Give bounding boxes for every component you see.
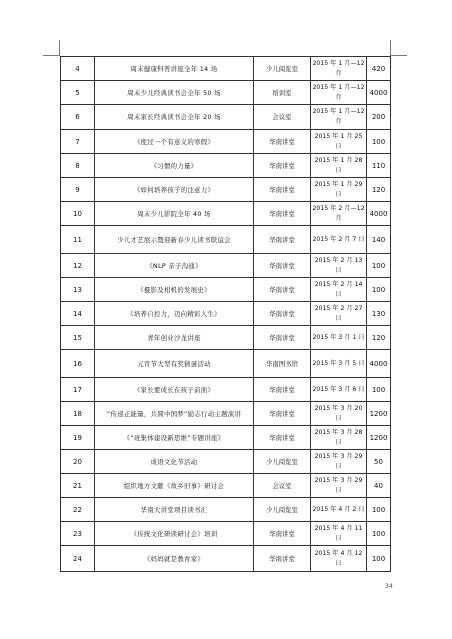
event-venue: 会议室 — [254, 474, 311, 498]
row-number: 23 — [61, 522, 95, 546]
activity-table-body — [61, 57, 391, 572]
event-date: 2015 年 1 月 29 日 — [311, 178, 367, 202]
event-venue: 少儿阅览室 — [254, 57, 311, 81]
event-name: “传递正能量，共圆中国梦”励志行动主题演讲 — [95, 402, 254, 426]
table-row — [61, 178, 391, 202]
activity-table — [60, 56, 391, 572]
table-row — [61, 202, 391, 226]
event-date: 2015 年 3 月 28 日 — [311, 426, 367, 450]
table-row — [61, 378, 391, 402]
event-venue: 华南讲堂 — [254, 546, 311, 572]
event-date: 2015 年 3 月 6 日 — [311, 378, 367, 402]
event-date: 2015 年 2 月—12 月 — [311, 202, 367, 226]
event-name: 《NLP 亲子沟通》 — [95, 254, 254, 278]
attendance-count: 50 — [367, 450, 391, 474]
row-number: 10 — [61, 202, 95, 226]
attendance-count: 1200 — [367, 402, 391, 426]
event-name: 《传统文化研读研讨会》培训 — [95, 522, 254, 546]
event-name: 《妈妈就是教育家》 — [95, 546, 254, 572]
table-row — [61, 57, 391, 81]
attendance-count: 100 — [367, 254, 391, 278]
crop-mark-right-horizontal — [391, 55, 407, 56]
event-name: 《度过一个有意义的寒假》 — [95, 130, 254, 154]
attendance-count: 120 — [367, 326, 391, 350]
attendance-count: 140 — [367, 226, 391, 254]
event-venue: 少儿阅览室 — [254, 450, 311, 474]
event-venue: 华南讲堂 — [254, 522, 311, 546]
attendance-count: 100 — [367, 498, 391, 522]
event-date: 2015 年 4 月 12 日 — [311, 546, 367, 572]
row-number: 12 — [61, 254, 95, 278]
event-date: 2015 年 2 月 14 日 — [311, 278, 367, 302]
attendance-count: 4000 — [367, 202, 391, 226]
event-name: 周末少儿经典读书会全年 50 场 — [95, 81, 254, 105]
event-date: 2015 年 3 月 20 日 — [311, 402, 367, 426]
table-row — [61, 546, 391, 572]
row-number: 4 — [61, 57, 95, 81]
event-venue: 华南讲堂 — [254, 278, 311, 302]
attendance-count: 120 — [367, 178, 391, 202]
event-venue: 华南讲堂 — [254, 426, 311, 450]
row-number: 9 — [61, 178, 95, 202]
event-name: 元宵节大型有奖猜谜活动 — [95, 350, 254, 378]
row-number: 14 — [61, 302, 95, 326]
attendance-count: 420 — [367, 57, 391, 81]
event-name: 周末少儿影院全年 40 场 — [95, 202, 254, 226]
event-venue: 华南讲堂 — [254, 254, 311, 278]
event-venue: 华南讲堂 — [254, 130, 311, 154]
crop-mark-right-vertical — [390, 40, 391, 56]
row-number: 16 — [61, 350, 95, 378]
crop-mark-left-horizontal — [43, 55, 59, 56]
event-name: 青年创业沙龙讲座 — [95, 326, 254, 350]
event-name: 周末健康科普讲座全年 14 场 — [95, 57, 254, 81]
table-row — [61, 130, 391, 154]
row-number: 24 — [61, 546, 95, 572]
event-date: 2015 年 4 月 2 日 — [311, 498, 367, 522]
row-number: 21 — [61, 474, 95, 498]
event-venue: 培训室 — [254, 81, 311, 105]
page-number: 34 — [384, 582, 393, 590]
row-number: 11 — [61, 226, 95, 254]
attendance-count: 100 — [367, 522, 391, 546]
row-number: 15 — [61, 326, 95, 350]
table-row — [61, 522, 391, 546]
event-date: 2015 年 3 月 5 日 — [311, 350, 367, 378]
row-number: 18 — [61, 402, 95, 426]
event-venue: 华南讲堂 — [254, 402, 311, 426]
row-number: 13 — [61, 278, 95, 302]
table-row — [61, 254, 391, 278]
event-date: 2015 年 1 月—12 月 — [311, 57, 367, 81]
attendance-count: 1200 — [367, 426, 391, 450]
event-date: 2015 年 1 月—12 月 — [311, 105, 367, 130]
row-number: 5 — [61, 81, 95, 105]
table-row — [61, 402, 391, 426]
attendance-count: 100 — [367, 130, 391, 154]
row-number: 17 — [61, 378, 95, 402]
event-venue: 华南讲堂 — [254, 202, 311, 226]
table-row — [61, 278, 391, 302]
row-number: 19 — [61, 426, 95, 450]
table-row — [61, 226, 391, 254]
attendance-count: 100 — [367, 278, 391, 302]
row-number: 6 — [61, 105, 95, 130]
event-date: 2015 年 4 月 11 日 — [311, 522, 367, 546]
row-number: 22 — [61, 498, 95, 522]
event-name: 《如何培养孩子的注意力》 — [95, 178, 254, 202]
event-name: 周末家长经典读书会全年 20 场 — [95, 105, 254, 130]
event-venue: 华南讲堂 — [254, 302, 311, 326]
attendance-count: 110 — [367, 154, 391, 178]
event-name: 《“班集体建设新思维”专题讲座》 — [95, 426, 254, 450]
table-row — [61, 105, 391, 130]
event-venue: 华南讲堂 — [254, 326, 311, 350]
event-date: 2015 年 2 月 27 日 — [311, 302, 367, 326]
attendance-count: 100 — [367, 546, 391, 572]
table-row — [61, 350, 391, 378]
row-number: 8 — [61, 154, 95, 178]
table-row — [61, 450, 391, 474]
event-venue: 华南讲堂 — [254, 378, 311, 402]
event-name: 《习惯的力量》 — [95, 154, 254, 178]
event-date: 2015 年 1 月 28 日 — [311, 154, 367, 178]
event-date: 2015 年 1 月 25 日 — [311, 130, 367, 154]
table-row — [61, 426, 391, 450]
attendance-count: 100 — [367, 378, 391, 402]
attendance-count: 130 — [367, 302, 391, 326]
table-row — [61, 326, 391, 350]
event-date: 2015 年 1 月—12 月 — [311, 81, 367, 105]
event-venue: 少儿阅览室 — [254, 498, 311, 522]
attendance-count: 4000 — [367, 81, 391, 105]
event-date: 2015 年 3 月 29 日 — [311, 474, 367, 498]
row-number: 7 — [61, 130, 95, 154]
event-date: 2015 年 3 月 1 日 — [311, 326, 367, 350]
event-name: 《摄影及相机的发展史》 — [95, 278, 254, 302]
table-row — [61, 302, 391, 326]
event-venue: 华南讲堂 — [254, 226, 311, 254]
table-row — [61, 81, 391, 105]
event-venue: 华南讲堂 — [254, 154, 311, 178]
table-row — [61, 474, 391, 498]
event-name: 《培养自控力，迈向精彩人生》 — [95, 302, 254, 326]
attendance-count: 40 — [367, 474, 391, 498]
crop-mark-left-vertical — [59, 40, 60, 56]
event-date: 2015 年 3 月 29 日 — [311, 450, 367, 474]
event-date: 2015 年 2 月 13 日 — [311, 254, 367, 278]
event-name: 《家长要成长在孩子前面》 — [95, 378, 254, 402]
event-name: 组织地方文献《故乡旧事》研讨会 — [95, 474, 254, 498]
event-name: 少儿才艺展示暨迎新春少儿读书联谊会 — [95, 226, 254, 254]
event-venue: 华南讲堂 — [254, 178, 311, 202]
attendance-count: 4000 — [367, 350, 391, 378]
event-venue: 华南图书馆 — [254, 350, 311, 378]
event-name: 华南大讲堂项目读书汇 — [95, 498, 254, 522]
event-venue: 会议室 — [254, 105, 311, 130]
event-name: 成语文化节活动 — [95, 450, 254, 474]
table-row — [61, 498, 391, 522]
table-row — [61, 154, 391, 178]
event-date: 2015 年 2 月 7 日 — [311, 226, 367, 254]
attendance-count: 200 — [367, 105, 391, 130]
row-number: 20 — [61, 450, 95, 474]
